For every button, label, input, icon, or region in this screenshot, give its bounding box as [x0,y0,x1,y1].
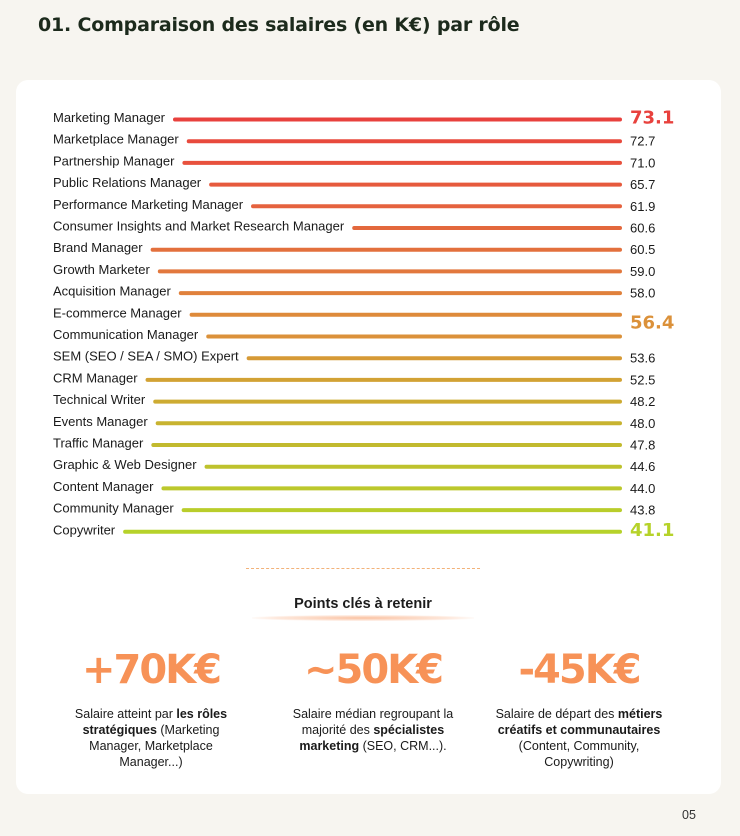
key-points-highlight [252,615,474,621]
bar-label: Copywriter [53,522,116,538]
bar-value-label: 58.0 [630,285,656,301]
bar-label: Public Relations Manager [53,175,202,191]
bar-label: Content Manager [53,478,154,494]
stat-median-salary [290,647,456,754]
bar-label: Technical Writer [53,392,146,408]
bar-value-label: 48.0 [630,415,656,431]
key-points-title: Points clés à retenir [294,596,432,612]
bar-label: CRM Manager [53,370,138,386]
bar-value-label: 44.6 [630,459,656,475]
stat-description: Salaire médian regroupant la majorité des spécialistes marketing (SEO, CRM...). [292,707,454,753]
bar-value-label: 44.0 [630,480,656,496]
bar-value-label: 41.1 [630,519,675,541]
bar-label: SEM (SEO / SEA / SMO) Expert [53,348,239,364]
bar-label: Events Manager [53,413,148,429]
stat-strategic-roles [56,647,246,770]
bar-label: E-commerce Manager [53,305,182,321]
bar-value-label: 72.7 [630,133,656,149]
bar-value-label: 60.5 [630,242,656,258]
bar-label: Marketing Manager [53,110,165,125]
stat-starting-salary [484,647,674,770]
dashed-divider [246,568,480,569]
bar-label: Acquisition Manager [53,283,171,299]
stat-description: Salaire atteint par les rôles stratégiques (Marketing Manager, Marketplace Manager...) [74,707,228,769]
page-number: 05 [682,808,696,822]
bar-value-label: 56.4 [630,312,675,334]
bar-label: Traffic Manager [53,435,144,451]
bar-value-label: 73.1 [630,107,675,129]
bar-value-label: 71.0 [630,155,656,171]
stat-value: ~50K€ [303,647,442,693]
page-title: 01. Comparaison des salaires (en K€) par rôle [38,14,520,36]
bar-value-label: 65.7 [630,177,656,193]
bar-value-label: 60.6 [630,220,656,236]
bar-label: Communication Manager [53,327,199,342]
bar-label: Performance Marketing Manager [53,196,244,212]
bar-value-label: 52.5 [630,372,656,388]
bar-label: Growth Marketer [53,261,150,277]
bar-value-label: 61.9 [630,198,656,214]
bar-value-label: 59.0 [630,263,656,279]
bar-label: Partnership Manager [53,153,175,169]
bar-label: Brand Manager [53,240,143,256]
bar-label: Community Manager [53,500,174,516]
bar-value-label: 47.8 [630,437,656,453]
stat-value: +70K€ [81,647,220,693]
stat-value: -45K€ [518,647,640,693]
bar-label: Marketplace Manager [53,131,179,147]
bar-value-label: 43.8 [630,502,656,518]
bar-value-label: 48.2 [630,394,656,410]
bar-value-label: 53.6 [630,350,656,366]
bar-label: Graphic & Web Designer [53,457,197,473]
bar-label: Consumer Insights and Market Research Manager [53,218,345,234]
stat-description: Salaire de départ des métiers créatifs et communautaires (Content, Community, Copywriting) [495,707,663,769]
